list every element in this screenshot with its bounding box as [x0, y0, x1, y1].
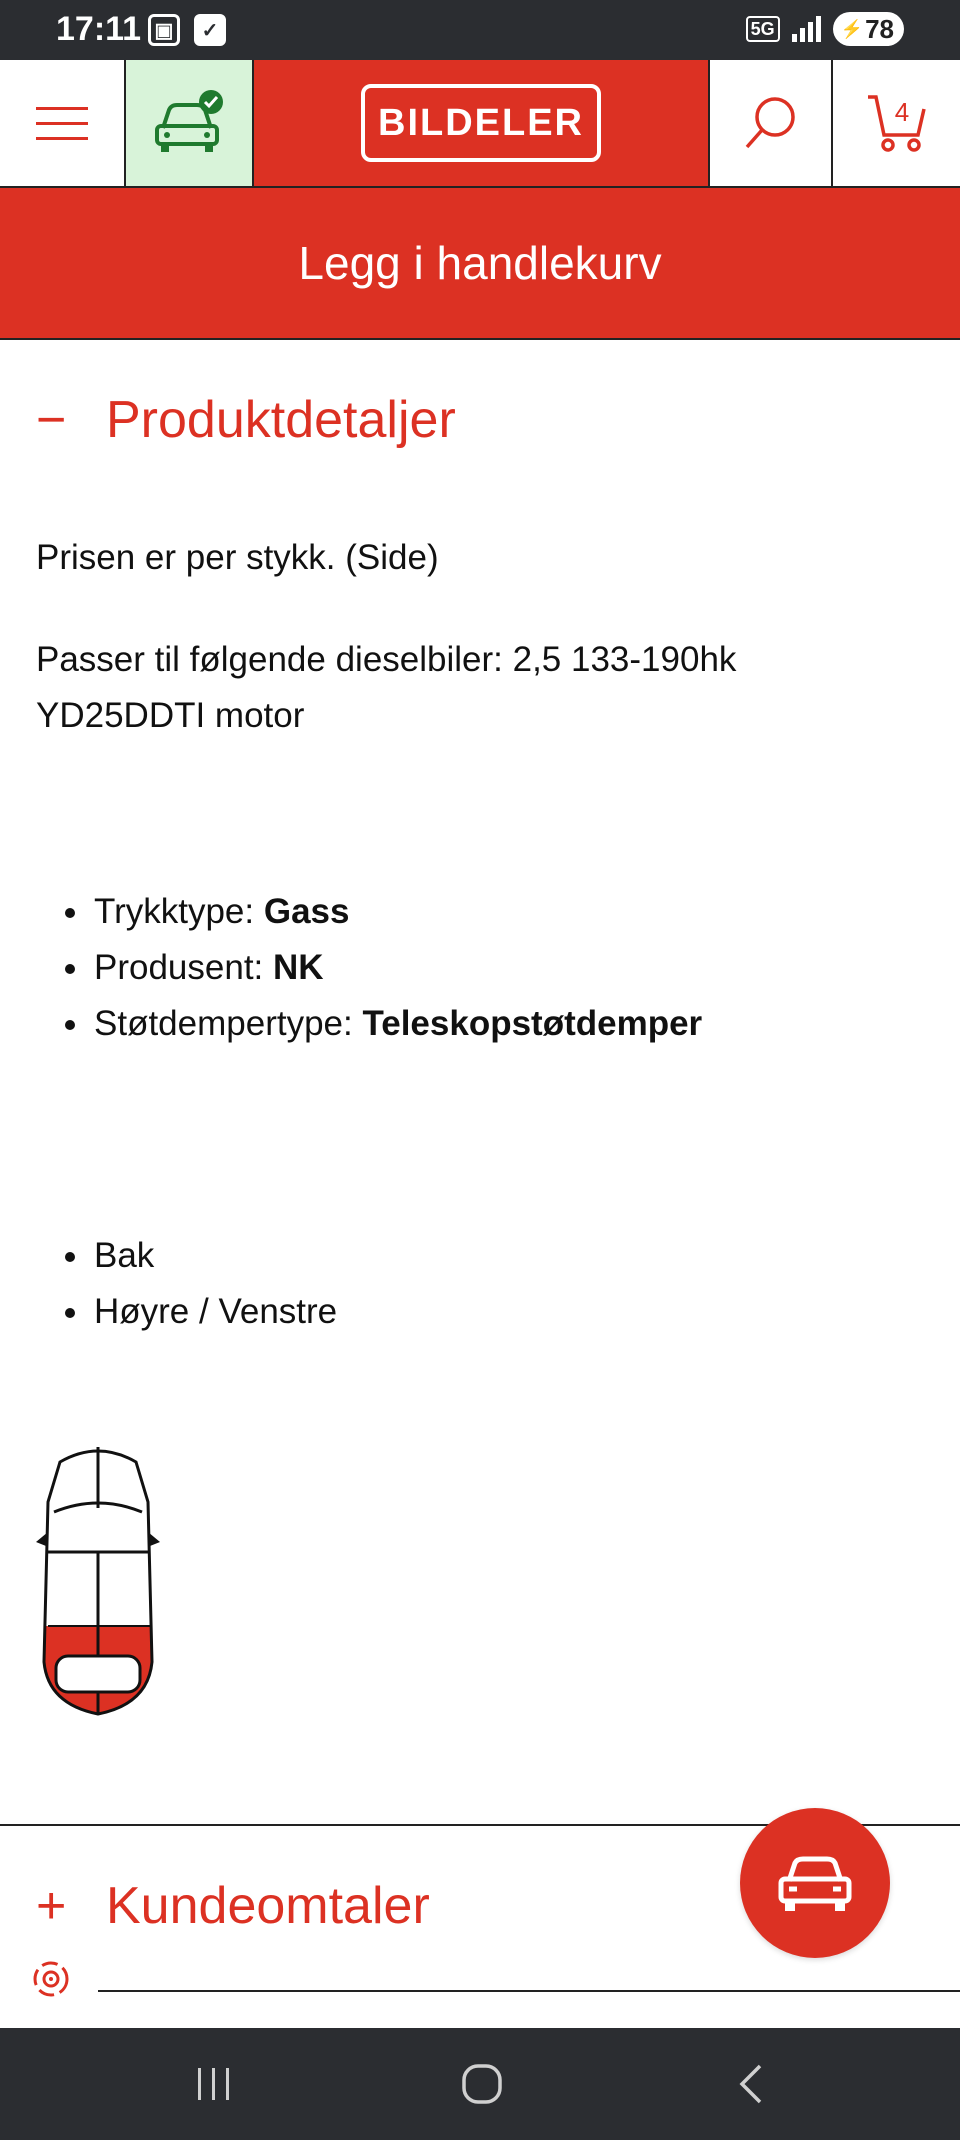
spec-label: Støtdempertype: [94, 1004, 363, 1043]
search-button[interactable] [708, 60, 833, 186]
select-car-fab[interactable] [740, 1808, 890, 1958]
product-details-title: Produktdetaljer [106, 391, 456, 449]
product-details-toggle[interactable] [36, 390, 456, 450]
spec-label: Trykktype: [94, 892, 264, 931]
back-icon [734, 2062, 770, 2106]
screenshot-icon: ▣ [148, 14, 180, 46]
position-item: • Bak [92, 1228, 337, 1284]
brand-logo-text: BILDELER [378, 101, 584, 144]
selected-car-button[interactable] [126, 60, 254, 186]
status-bar [0, 0, 960, 60]
spec-item [92, 996, 702, 1052]
cart-icon [864, 91, 930, 155]
brand-logo[interactable] [361, 84, 601, 162]
position-item: • Høyre / Venstre [92, 1284, 337, 1340]
spec-item [92, 884, 702, 940]
car-icon [775, 1851, 855, 1915]
position-list [92, 1228, 337, 1340]
reviews-title: Kundeomtaler [106, 1877, 430, 1935]
status-notification-icons [148, 14, 226, 46]
expand-icon: + [36, 1877, 67, 1935]
power-saving-icon: ⚡ [840, 18, 864, 39]
battery-indicator [833, 12, 904, 46]
cart-button[interactable] [833, 60, 960, 186]
cart-count: 4 [894, 97, 909, 127]
car-check-icon [149, 88, 229, 158]
checkbox-icon: ✓ [194, 14, 226, 46]
add-to-cart-button[interactable] [0, 188, 960, 340]
recent-apps-icon [194, 2064, 234, 2104]
price-note: Prisen er per stykk. (Side) [36, 538, 439, 577]
spec-value: NK [273, 948, 324, 987]
battery-level: 78 [865, 13, 894, 44]
system-nav-bar [0, 2028, 960, 2140]
network-5g-icon: 5G [746, 16, 780, 42]
spec-label: Produsent: [94, 948, 273, 987]
add-to-cart-label: Legg i handlekurv [298, 237, 662, 289]
status-time: 17:11 [56, 10, 142, 48]
spec-list [92, 884, 702, 1052]
search-icon [741, 93, 801, 153]
home-icon [460, 2062, 504, 2106]
spec-value: Gass [263, 892, 350, 931]
recent-apps-button[interactable] [154, 2028, 274, 2140]
fitment-note: Passer til følgende dieselbiler: 2,5 133-190hk YD25DDTI motor [36, 640, 737, 735]
section-divider [98, 1990, 960, 1992]
site-header [0, 60, 960, 188]
cookie-settings-icon[interactable] [30, 1958, 72, 2000]
car-position-diagram [30, 1442, 166, 1720]
home-button[interactable] [422, 2028, 542, 2140]
collapse-icon: − [36, 391, 67, 449]
brand-area [254, 60, 708, 186]
reviews-toggle[interactable] [36, 1876, 430, 1936]
signal-icon [792, 16, 821, 42]
spec-item [92, 940, 702, 996]
menu-button[interactable] [0, 60, 126, 186]
status-indicators [746, 12, 904, 46]
back-button[interactable] [692, 2028, 812, 2140]
hamburger-menu-icon [34, 103, 90, 143]
spec-value: Teleskopstøtdemper [362, 1004, 703, 1043]
